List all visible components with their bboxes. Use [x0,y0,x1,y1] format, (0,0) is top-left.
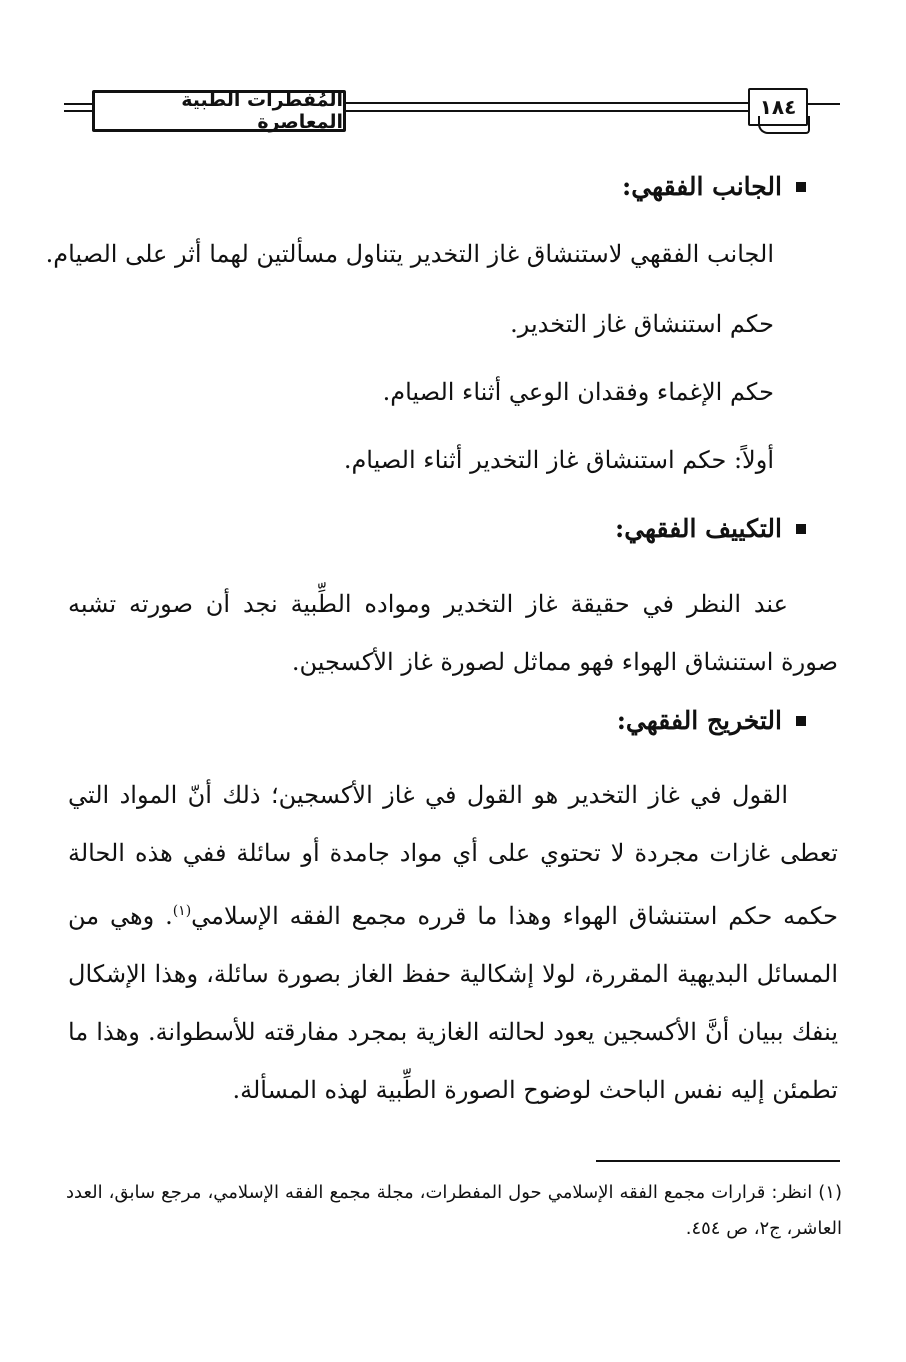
heading-text: الجانب الفقهي: [622,172,782,201]
takhrij-paragraph [68,766,838,1119]
header-rule-left-inner [64,110,94,112]
page-header [0,0,906,150]
section-heading-fiqh-aspect [622,172,806,201]
page-number-scroll-ornament [758,116,810,134]
square-bullet-icon [796,182,806,192]
takyeef-paragraph: عند النظر في حقيقة غاز التخدير ومواده الطِّبية نجد أن صورته تشبه صورة استنشاق الهواء فهو مماثل لصورة غاز الأكسجين. [68,590,838,676]
takhrij-text-part-2: . وهي من المسائل البديهية المقررة، لولا إشكالية حفظ الغاز بصورة سائلة، وهذا الإشكال ينفك ببيان أنَّ الأكسجين يعود لحالته الغازية بمجرد مفارقته للأسطوانة. وهذا ما تطمئن إليه نفس الباحث لوضوح الصورة الطِّبية لهذه المسألة. [68,902,838,1104]
header-rule-left-outer [64,103,94,105]
footnote-text: (١) انظر: قرارات مجمع الفقه الإسلامي حول المفطرات، مجلة مجمع الفقه الإسلامي، مرجع سابق، العدد العاشر، ج٢، ص ٤٥٤. [66,1182,842,1239]
square-bullet-icon [796,524,806,534]
header-rule-middle-bottom [343,110,750,112]
page-number: ١٨٤ [748,88,808,126]
intro-sentence: الجانب الفقهي لاستنشاق غاز التخدير يتناول مسألتين لهما أثر على الصيام. [45,240,774,268]
heading-text: التكييف الفقهي: [614,514,782,543]
issue-item-1: حكم استنشاق غاز التخدير. [510,310,774,338]
book-title: المُفطرات الطبية المعاصرة [92,90,346,132]
section-heading-takhrij [617,706,806,735]
section-heading-takyeef [615,514,806,543]
square-bullet-icon [796,716,806,726]
footnote-reference[interactable]: (١) [172,903,192,919]
header-rule-right [806,103,840,105]
header-rule-middle-top [343,102,750,104]
heading-text: التخريج الفقهي: [616,706,782,735]
issue-item-2: حكم الإغماء وفقدان الوعي أثناء الصيام. [382,378,774,406]
footnote-separator [596,1160,840,1162]
takhrij-text-part-1: القول في غاز التخدير هو القول في غاز الأكسجين؛ ذلك أنّ المواد التي تعطى غازات مجردة لا تحتوي على أي مواد جامدة أو سائلة ففي هذه الحالة حكمه حكم استنشاق الهواء وهذا ما قرره مجمع الفقه الإسلامي [68,781,838,930]
first-issue-heading: أولاً: حكم استنشاق غاز التخدير أثناء الصيام. [343,446,774,474]
